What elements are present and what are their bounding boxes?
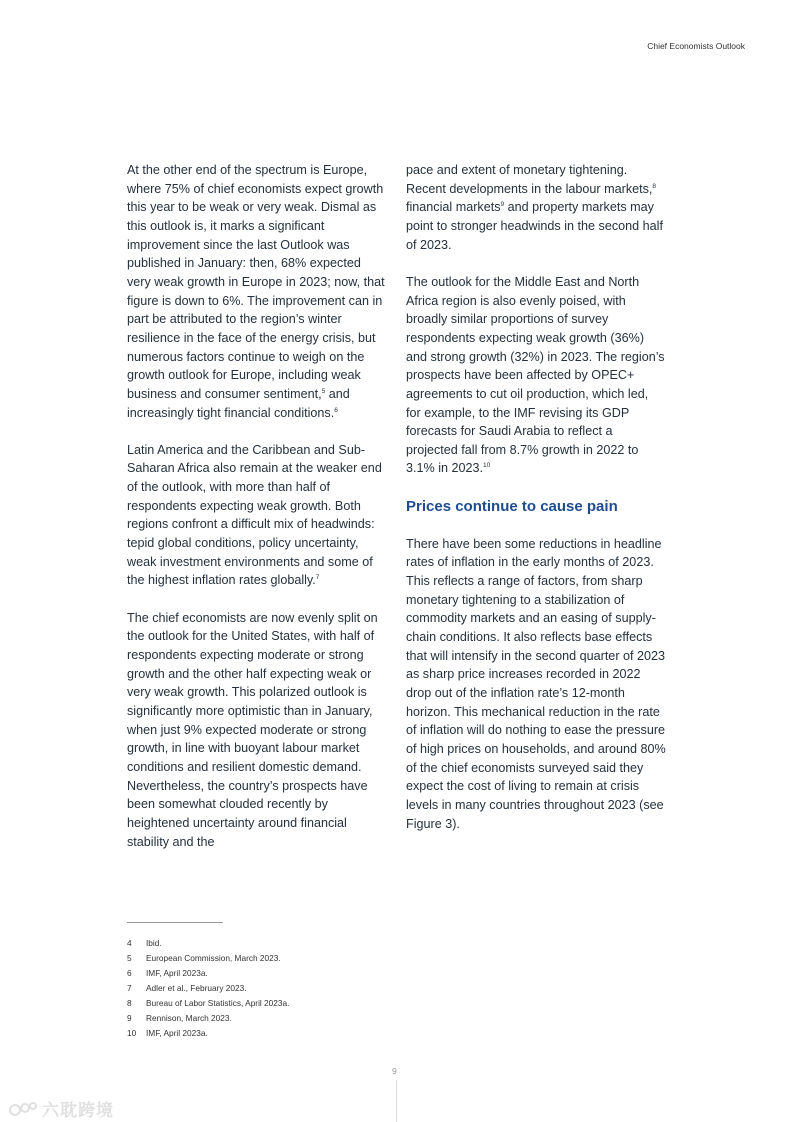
- watermark: [8, 1096, 114, 1121]
- footnote-number: 7: [127, 983, 132, 993]
- footnote-number: 10: [127, 1028, 137, 1038]
- footnote-text: European Commission, March 2023.: [146, 953, 281, 963]
- footnote-ref-8[interactable]: 8: [652, 182, 657, 190]
- footnote-text: IMF, April 2023a.: [146, 1028, 208, 1038]
- page-divider-line: [396, 1080, 397, 1122]
- footnote-text: IMF, April 2023a.: [146, 968, 208, 978]
- footnote-item: [127, 951, 289, 966]
- footnote-item: [127, 1026, 289, 1041]
- footnote-ref-7[interactable]: 7: [315, 574, 320, 582]
- paragraph-middle-east: The outlook for the Middle East and North Africa region is also evenly poised, with broadly similar proportions of survey respondents expecting weak growth (36%) and strong growth (32%) in 2023. The region’s prospects have been affected by OPEC+ agreements to cut oil production, which led, for example, to the IMF revising its GDP forecasts for Saudi Arabia to reflect a projected fall from 8.7% growth in 2022 to 3.1% in 2023.10: [406, 274, 665, 476]
- footnote-number: 6: [127, 968, 132, 978]
- footnote-ref-10[interactable]: 10: [483, 462, 491, 470]
- footnote-number: 4: [127, 938, 132, 948]
- footnote-item: [127, 966, 289, 981]
- footnote-item: [127, 1011, 289, 1026]
- footnote-number: 9: [127, 1013, 132, 1023]
- page-number: 9: [392, 1066, 397, 1076]
- right-column: [406, 161, 666, 852]
- section-heading: Prices continue to cause pain: [406, 497, 618, 515]
- watermark-text: 六耽跨境: [42, 1101, 114, 1120]
- footnote-text: Ibid.: [146, 938, 162, 948]
- footnote-ref-6[interactable]: 6: [334, 406, 338, 414]
- watermark-logo-icon: [8, 1099, 38, 1119]
- footnote-item: [127, 981, 289, 996]
- paragraph-united-states: The chief economists are now evenly split on the outlook for the United States, with half of respondents expecting moderate or strong growth and the other half expecting weak or very weak growth. This polarized outlook is significantly more optimistic than in January, when just 9% expected moderate or strong growth, in line with buoyant labour market conditions and resilient domestic demand. Nevertheless, the country’s prospects have been somewhat clouded recently by heightened uncertainty around financial stability and the: [127, 610, 378, 849]
- footnote-text: Rennison, March 2023.: [146, 1013, 232, 1023]
- footnotes: [127, 936, 289, 1041]
- footnote-ref-9[interactable]: 9: [500, 201, 505, 209]
- paragraph-monetary-tightening: pace and extent of monetary tightening. Recent developments in the labour markets,$^8$ financial markets$^9$ and property markets may point to stronger headwinds in the second half of 2023.: [406, 163, 663, 252]
- running-header: Chief Economists Outlook: [647, 41, 745, 51]
- footnote-ref-5[interactable]: 5: [321, 387, 326, 395]
- footnote-number: 5: [127, 953, 132, 963]
- footnote-text: Bureau of Labor Statistics, April 2023a.: [146, 998, 290, 1008]
- left-column: [127, 161, 387, 870]
- paragraph-europe: At the other end of the spectrum is Europe, where 75% of chief economists expect growth this year to be weak or very weak. Dismal as this outlook is, it marks a significant improvement since the last Outlook was published in January: then, 68% expected very weak growth in Europe in 2023; now, that figure is down to 6%. The improvement can in part be attributed to the region’s winter resilience in the face of the energy crisis, but numerous factors continue to weigh on the growth outlook for Europe, including weak business and consumer sentiment,$^5$ and increasingly tight financial conditions.$^6$: [127, 163, 385, 420]
- footnote-divider: [127, 922, 223, 923]
- footnote-item: [127, 936, 289, 951]
- footnote-item: [127, 996, 289, 1011]
- footnote-number: 8: [127, 998, 132, 1008]
- paragraph-latin-america-africa: Latin America and the Caribbean and Sub-Saharan Africa also remain at the weaker end of the outlook, with more than half of respondents expecting weak growth. Both regions confront a difficult mix of headwinds: tepid global conditions, policy uncertainty, weak investment environments and some of the highest inflation rates globally.$^7$: [127, 442, 382, 588]
- paragraph-inflation: There have been some reductions in headline rates of inflation in the early months of 2023. This reflects a range of factors, from sharp monetary tightening to a stabilization of commodity markets and an easing of supply-chain conditions. It also reflects base effects that will intensify in the second quarter of 2023 as sharp price increases recorded in 2022 drop out of the inflation rate’s 12-month horizon. This mechanical reduction in the rate of inflation will do nothing to ease the pressure of high prices on households, and around 80% of the chief economists surveyed said they expect the cost of living to remain at crisis levels in many countries throughout 2023 (see Figure 3).: [406, 536, 666, 831]
- footnote-text: Adler et al., February 2023.: [146, 983, 247, 993]
